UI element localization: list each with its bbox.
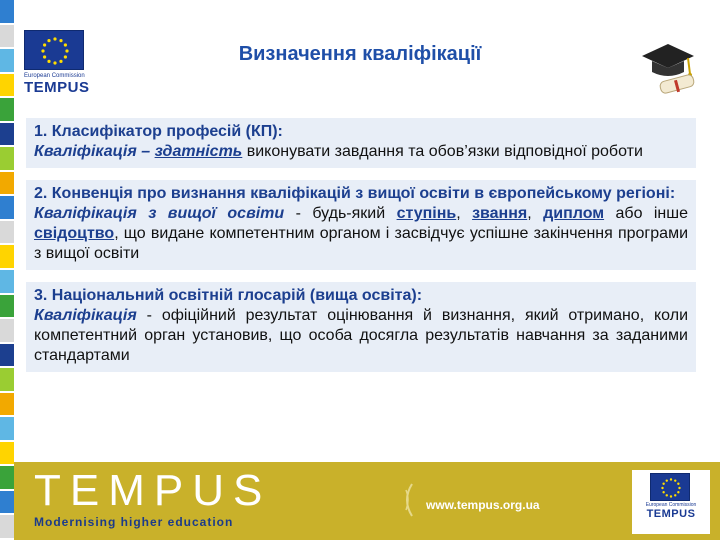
eu-flag-icon bbox=[650, 473, 690, 501]
strip-segment bbox=[0, 393, 14, 416]
text: або інше bbox=[604, 205, 689, 222]
strip-segment bbox=[0, 270, 14, 293]
section-heading: 2. Конвенція про визнання кваліфікацій з вищої освіти в європейському регіоні: bbox=[34, 185, 676, 202]
text: - будь-який bbox=[284, 205, 397, 222]
key-word: диплом bbox=[543, 205, 605, 222]
footer-tagline: Modernising higher education bbox=[34, 515, 234, 529]
eu-star bbox=[64, 55, 67, 58]
eu-star bbox=[64, 43, 67, 46]
strip-segment bbox=[0, 123, 14, 146]
eu-star bbox=[662, 483, 664, 485]
eu-star bbox=[43, 55, 46, 58]
text: , що видане компетентним органом і засвідчує успішне закінчення програми з вищої освіти bbox=[34, 225, 688, 262]
footer-brand: TEMPUS bbox=[34, 466, 272, 515]
eu-star bbox=[666, 494, 668, 496]
term: Кваліфікація з вищої освіти bbox=[34, 205, 285, 222]
eu-star bbox=[662, 491, 664, 493]
section-body bbox=[34, 142, 688, 162]
eu-star bbox=[674, 494, 676, 496]
footer-banner bbox=[14, 462, 720, 540]
strip-segment bbox=[0, 466, 14, 489]
strip-segment bbox=[0, 172, 14, 195]
text: , bbox=[456, 205, 473, 222]
strip-segment bbox=[0, 344, 14, 367]
eu-star bbox=[666, 479, 668, 481]
strip-segment bbox=[0, 442, 14, 465]
logo-brand: TEMPUS bbox=[646, 508, 696, 520]
eu-star bbox=[670, 478, 672, 480]
strip-segment bbox=[0, 221, 14, 244]
eu-star bbox=[53, 61, 56, 64]
eu-star bbox=[677, 483, 679, 485]
definition-section-2 bbox=[26, 180, 696, 270]
logo-caption: European Commission bbox=[24, 73, 85, 79]
text: , bbox=[527, 205, 544, 222]
eu-star bbox=[53, 37, 56, 40]
eu-star bbox=[59, 39, 62, 42]
strip-segment bbox=[0, 0, 14, 23]
strip-segment bbox=[0, 25, 14, 48]
strip-segment bbox=[0, 98, 14, 121]
eu-star bbox=[678, 487, 680, 489]
eu-star bbox=[47, 60, 50, 63]
strip-segment bbox=[0, 147, 14, 170]
strip-segment bbox=[0, 245, 14, 268]
eu-star bbox=[677, 491, 679, 493]
strip-segment bbox=[0, 417, 14, 440]
strip-segment bbox=[0, 196, 14, 219]
logo-caption: European Commission bbox=[645, 502, 697, 508]
strip-segment bbox=[0, 49, 14, 72]
section-heading: 3. Національний освітній глосарій (вища освіта): bbox=[34, 287, 423, 304]
strip-segment bbox=[0, 295, 14, 318]
eu-star bbox=[41, 49, 44, 52]
strip-segment bbox=[0, 319, 14, 342]
term: Кваліфікація bbox=[34, 143, 137, 160]
key-word: здатність bbox=[154, 143, 243, 160]
strip-segment bbox=[0, 515, 14, 538]
eu-star bbox=[59, 60, 62, 63]
section-body bbox=[34, 204, 688, 264]
section-body bbox=[34, 306, 688, 366]
key-word: свідоцтво bbox=[34, 225, 115, 242]
term: Кваліфікація bbox=[34, 307, 137, 324]
eu-star bbox=[65, 49, 68, 52]
strip-segment bbox=[0, 368, 14, 391]
logo-brand: TEMPUS bbox=[24, 79, 90, 96]
key-word: звання bbox=[472, 205, 528, 222]
page-title: Визначення кваліфікації bbox=[238, 43, 482, 65]
definition-section-3 bbox=[26, 282, 696, 372]
separator: – bbox=[136, 143, 155, 160]
eu-star bbox=[43, 43, 46, 46]
european-commission-logo bbox=[24, 30, 88, 96]
eu-flag-icon bbox=[24, 30, 84, 70]
strip-segment bbox=[0, 491, 14, 514]
definition-text: - офіційний результат оцінювання й визнання, який отримано, коли компетентний орган установив, що особа досягла результатів навчання за заданими стандартами bbox=[34, 307, 688, 364]
section-heading: 1. Класифікатор професій (КП): bbox=[34, 123, 283, 140]
footer-eu-logo bbox=[632, 470, 710, 534]
key-word: ступінь bbox=[396, 205, 457, 222]
decorative-color-strip bbox=[0, 0, 14, 540]
definition-text: виконувати завдання та обов’язки відповідної роботи bbox=[242, 143, 643, 160]
website-link[interactable]: www.tempus.org.ua bbox=[426, 498, 540, 512]
eu-star bbox=[661, 487, 663, 489]
definition-section-1 bbox=[26, 118, 696, 168]
graduation-cap-icon bbox=[638, 34, 700, 96]
eu-star bbox=[670, 495, 672, 497]
emblem-icon bbox=[398, 480, 418, 520]
eu-star bbox=[47, 39, 50, 42]
strip-segment bbox=[0, 74, 14, 97]
main-content bbox=[26, 118, 696, 384]
eu-star bbox=[674, 479, 676, 481]
